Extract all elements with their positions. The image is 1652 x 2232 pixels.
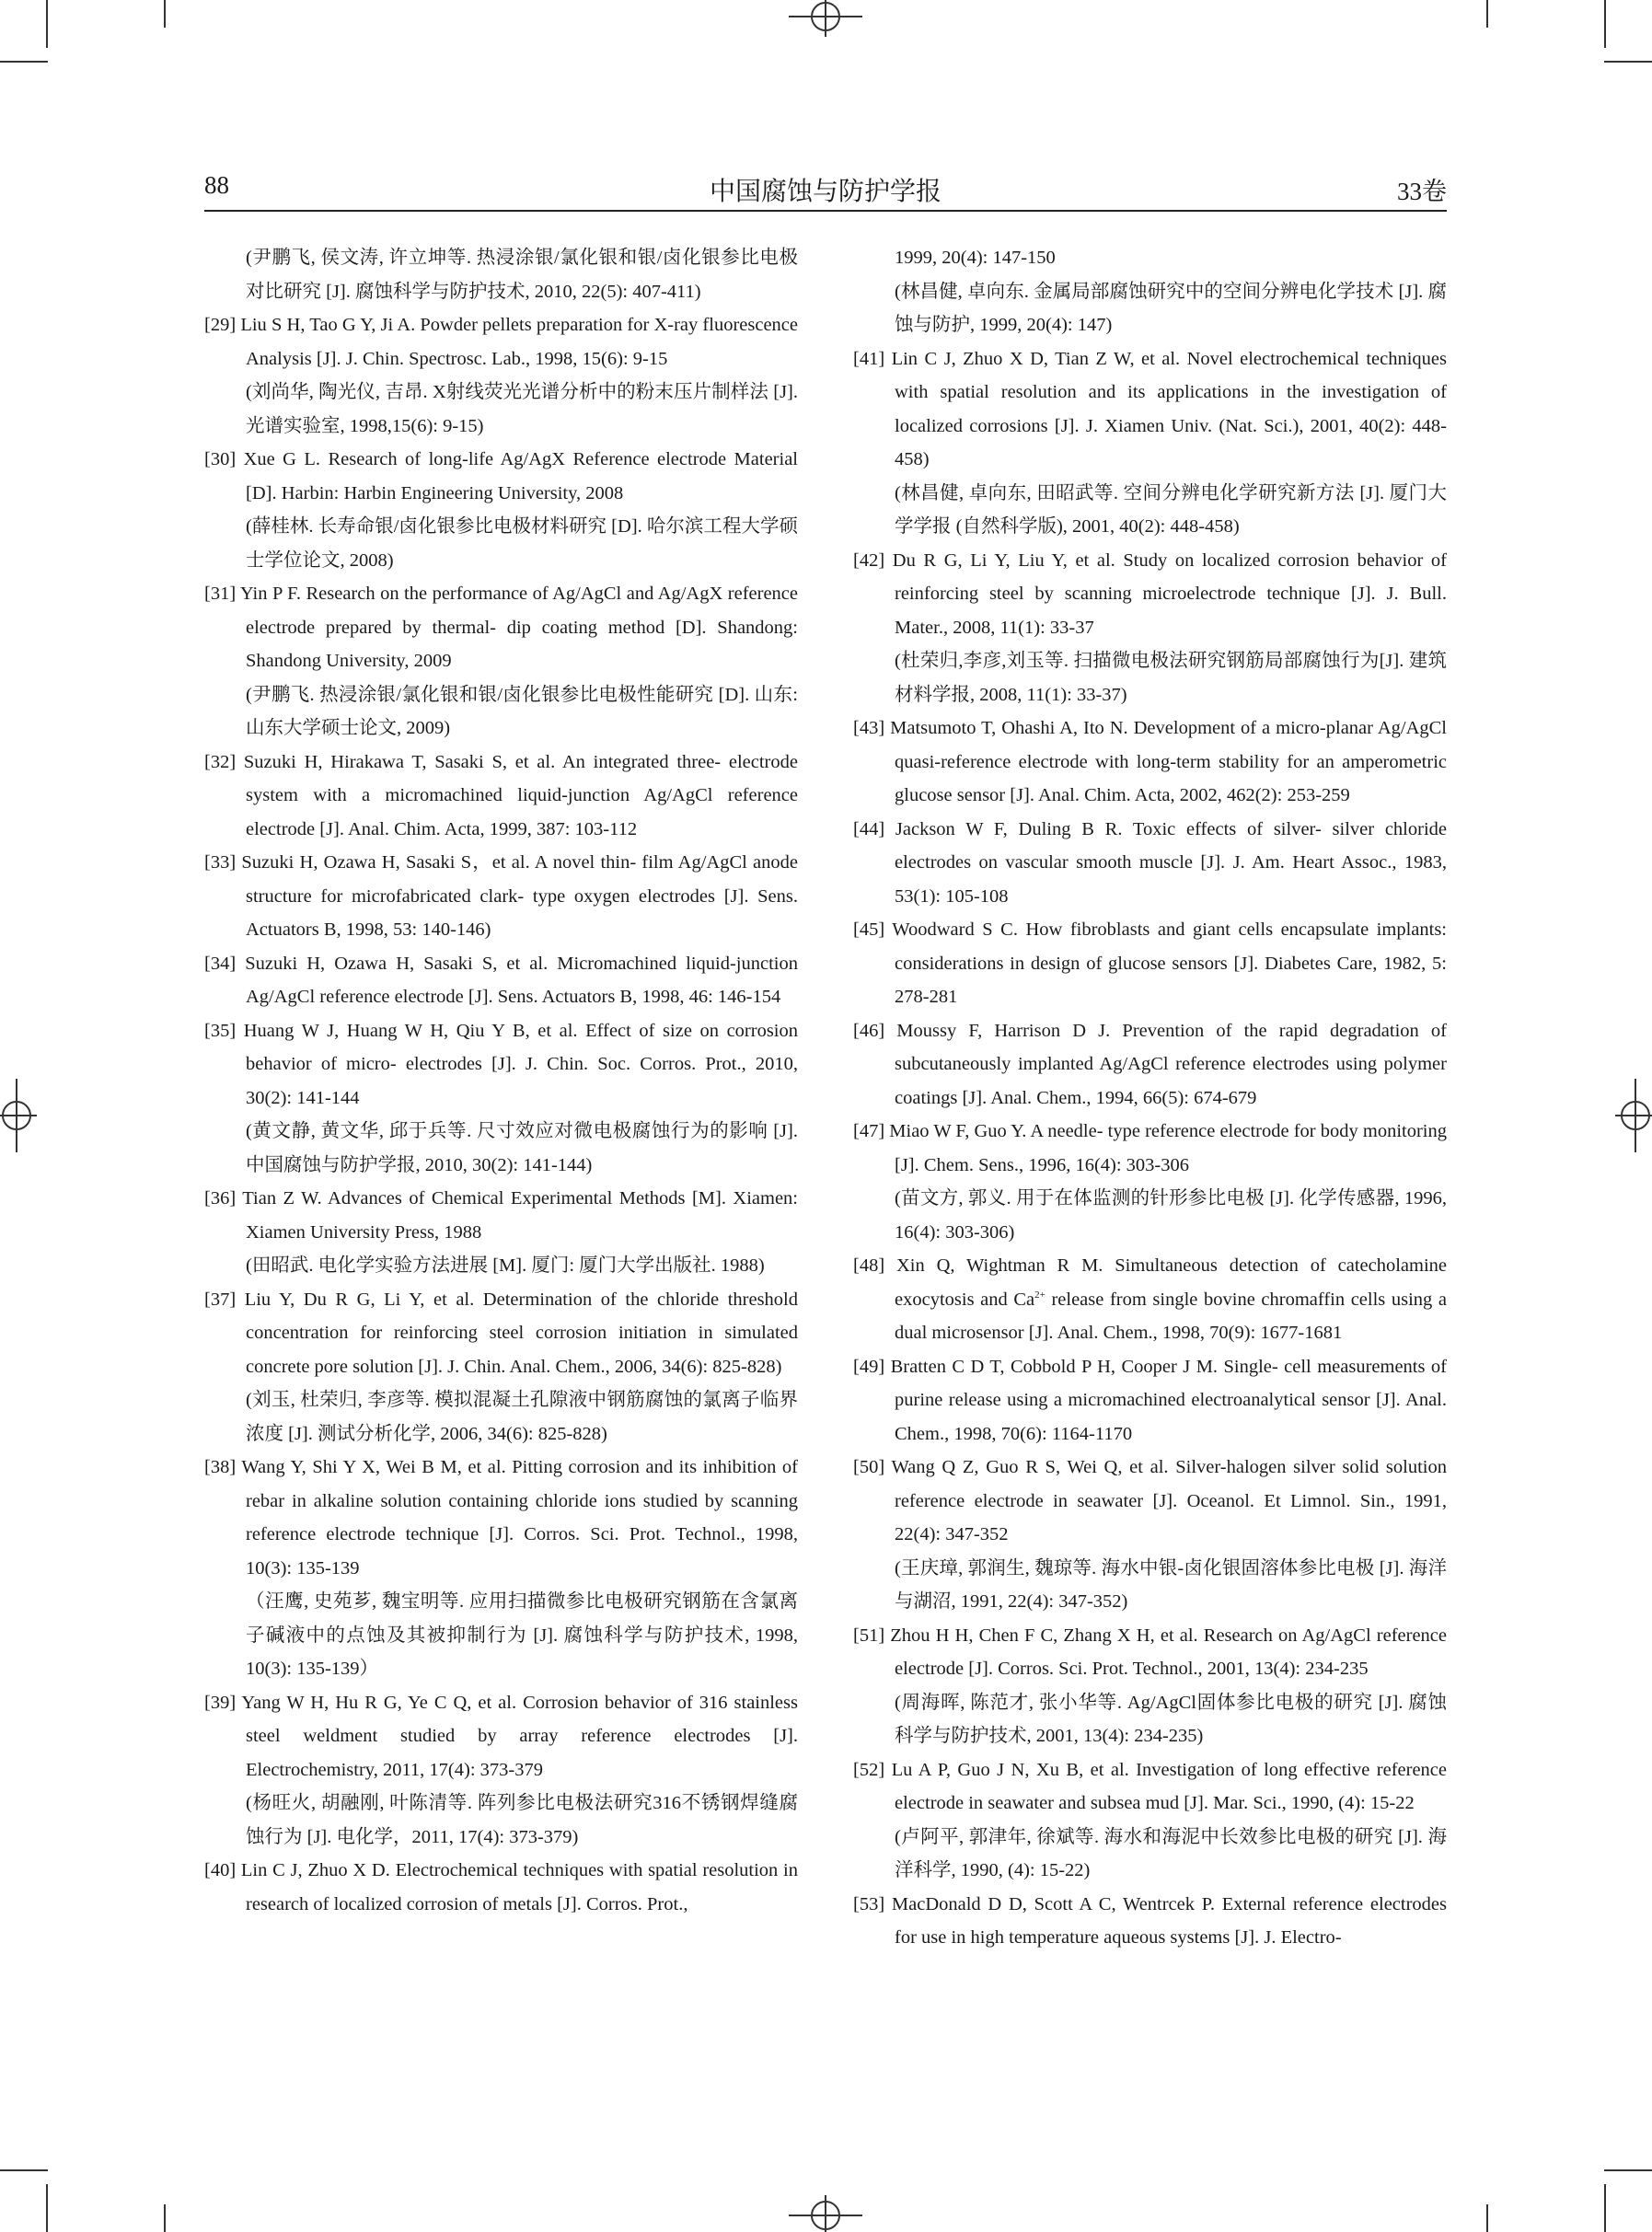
reference-text: release from single bovine chromaffin cells using a dual microsensor [J]. Anal. Chem., 1998, 70(9): 1677-1681 (895, 1289, 1448, 1343)
reference-entry: [29] Liu S H, Tao G Y, Ji A. Powder pellets preparation for X-ray fluorescence Analysis [J]. J. Chin. Spectrosc. Lab., 1998, 15(6): 9-15 (204, 315, 798, 369)
reference-entry: [35] Huang W J, Huang W H, Qiu Y B, et al. Effect of size on corrosion behavior of micro- electrodes [J]. J. Chin. Soc. Corros. Prot., 2010, 30(2): 141-144 (204, 1020, 798, 1108)
reference-entry: [41] Lin C J, Zhuo X D, Tian Z W, et al. Novel electrochemical techniques with spatial resolution and its applications in the investigation of localized corrosions [J]. J. Xiamen Univ. (Nat. Sci.), 2001, 40(2): 448-458) (853, 348, 1447, 469)
reference-chinese-translation: (黄文静, 黄文华, 邱于兵等. 尺寸效应对微电极腐蚀行为的影响 [J]. 中国腐蚀与防护学报, 2010, 30(2): 141-144) (246, 1121, 798, 1175)
reference-entry: [44] Jackson W F, Duling B R. Toxic effects of silver- silver chloride electrodes on vascular smooth muscle [J]. J. Am. Heart Assoc., 1983, 53(1): 105-108 (853, 818, 1447, 907)
reference-continuation: 1999, 20(4): 147-150 (895, 248, 1056, 268)
crop-mark (46, 2184, 48, 2232)
reference-entry: [39] Yang W H, Hu R G, Ye C Q, et al. Corrosion behavior of 316 stainless steel weldment studied by array reference electrodes [J]. Electrochemistry, 2011, 17(4): 373-379 (204, 1692, 798, 1780)
running-header (204, 171, 1447, 208)
reference-entry: [49] Bratten C D T, Cobbold P H, Cooper J M. Single- cell measurements of purine release using a micromachined electroanalytical sensor [J]. Anal. Chem., 1998, 70(6): 1164-1170 (853, 1356, 1447, 1444)
journal-title: 中国腐蚀与防护学报 (709, 178, 942, 206)
reference-entry: [42] Du R G, Li Y, Liu Y, et al. Study on localized corrosion behavior of reinforcing steel by scanning microelectrode technique [J]. J. Bull. Mater., 2008, 11(1): 33-37 (853, 549, 1447, 638)
header-rule (204, 210, 1447, 212)
reference-entry: [40] Lin C J, Zhuo X D. Electrochemical techniques with spatial resolution in research of localized corrosion of metals [J]. Corros. Prot., (204, 1860, 798, 1914)
reference-entry: [36] Tian Z W. Advances of Chemical Experimental Methods [M]. Xiamen: Xiamen University Press, 1988 (204, 1188, 798, 1243)
page-number: 88 (204, 171, 229, 199)
reference-entry: [52] Lu A P, Guo J N, Xu B, et al. Investigation of long effective reference electrode in seawater and subsea mud [J]. Mar. Sci., 1990, (4): 15-22 (853, 1759, 1447, 1813)
reference-chinese-translation: (田昭武. 电化学实验方法进展 [M]. 厦门: 厦门大学出版社. 1988) (246, 1255, 765, 1276)
crop-mark (1486, 0, 1488, 28)
crop-mark (1604, 61, 1652, 63)
reference-chinese-translation: (周海晖, 陈范才, 张小华等. Ag/AgCl固体参比电极的研究 [J]. 腐蚀科学与防护技术, 2001, 13(4): 234-235) (895, 1692, 1447, 1746)
reference-entry: [30] Xue G L. Research of long-life Ag/AgX Reference electrode Material [D]. Harbin: Harbin Engineering University, 2008 (204, 449, 798, 503)
reference-entry: [45] Woodward S C. How fibroblasts and giant cells encapsulate implants: considerations in design of glucose sensors [J]. Diabetes Care, 1982, 5: 278-281 (853, 919, 1447, 1007)
reference-chinese-translation: （汪鹰, 史苑芗, 魏宝明等. 应用扫描微参比电极研究钢筋在含氯离子碱液中的点蚀及其被抑制行为 [J]. 腐蚀科学与防护技术, 1998, 10(3): 135-139） (246, 1591, 798, 1679)
crop-mark (1604, 2169, 1652, 2171)
reference-chinese-translation: (林昌健, 卓向东, 田昭武等. 空间分辨电化学研究新方法 [J]. 厦门大学学报 (自然科学版), 2001, 40(2): 448-458) (895, 482, 1447, 537)
crop-mark (1486, 2204, 1488, 2232)
reference-chinese-translation: (杨旺火, 胡融刚, 叶陈清等. 阵列参比电极法研究316不锈钢焊缝腐蚀行为 [J]. 电化学，2011, 17(4): 373-379) (246, 1793, 798, 1847)
reference-chinese-translation: (林昌健, 卓向东. 金属局部腐蚀研究中的空间分辨电化学技术 [J]. 腐蚀与防护, 1999, 20(4): 147) (895, 281, 1447, 335)
reference-entry: [34] Suzuki H, Ozawa H, Sasaki S, et al. Micromachined liquid-junction Ag/AgCl reference electrode [J]. Sens. Actuators B, 1998, 46: 146-154 (204, 953, 798, 1007)
crop-mark (46, 0, 48, 48)
reference-chinese-translation: (尹鹏飞. 热浸涂银/氯化银和银/卤化银参比电极性能研究 [D]. 山东: 山东大学硕士论文, 2009) (246, 684, 798, 738)
reference-entry: [32] Suzuki H, Hirakawa T, Sasaki S, et al. An integrated three- electrode system with a micromachined liquid-junction Ag/AgCl reference electrode [J]. Anal. Chim. Acta, 1999, 387: 103-112 (204, 751, 798, 839)
left-column-references (204, 241, 798, 1921)
reference-entry: [46] Moussy F, Harrison D J. Prevention of the rapid degradation of subcutaneously implanted Ag/AgCl reference electrodes using polymer coatings [J]. Anal. Chem., 1994, 66(5): 674-679 (853, 1020, 1447, 1108)
reference-chinese-translation: (刘尚华, 陶光仪, 吉昂. X射线荧光光谱分析中的粉末压片制样法 [J]. 光谱实验室, 1998,15(6): 9-15) (246, 382, 798, 436)
registration-mark-icon (789, 0, 862, 37)
crop-mark (0, 2169, 48, 2171)
reference-chinese-translation: (苗文方, 郭义. 用于在体监测的针形参比电极 [J]. 化学传感器, 1996, 16(4): 303-306) (895, 1188, 1447, 1243)
reference-entry: [31] Yin P F. Research on the performance of Ag/AgCl and Ag/AgX reference electrode prepared by thermal- dip coating method [D]. Shandong: Shandong University, 2009 (204, 584, 798, 671)
reference-chinese-translation: (刘玉, 杜荣归, 李彦等. 模拟混凝土孔隙液中钢筋腐蚀的氯离子临界浓度 [J]. 测试分析化学, 2006, 34(6): 825-828) (246, 1390, 798, 1444)
registration-mark-icon (789, 2195, 862, 2232)
crop-mark (0, 61, 48, 63)
crop-mark (164, 2204, 166, 2232)
reference-entry: [53] MacDonald D D, Scott A C, Wentrcek P. External reference electrodes for use in high temperature aqueous systems [J]. J. Electro- (853, 1893, 1447, 1948)
reference-chinese-translation: (杜荣归,李彦,刘玉等. 扫描微电极法研究钢筋局部腐蚀行为[J]. 建筑材料学报, 2008, 11(1): 33-37) (895, 651, 1447, 705)
superscript: 2+ (1034, 1289, 1045, 1301)
crop-mark (1604, 2184, 1606, 2232)
reference-entry: [47] Miao W F, Guo Y. A needle- type reference electrode for body monitoring [J]. Chem. Sens., 1996, 16(4): 303-306 (853, 1121, 1447, 1175)
reference-entry: [38] Wang Y, Shi Y X, Wei B M, et al. Pitting corrosion and its inhibition of rebar in alkaline solution containing chloride ions studied by scanning reference electrode technique [J]. Corros. Sci. Prot. Technol., 1998, 10(3): 135-139 (204, 1457, 798, 1579)
right-column-references (853, 241, 1447, 1955)
reference-entry: [33] Suzuki H, Ozawa H, Sasaki S，et al. A novel thin- film Ag/AgCl anode structure for microfabricated clark- type oxygen electrodes [J]. Sens. Actuators B, 1998, 53: 140-146) (204, 852, 798, 940)
crop-mark (164, 0, 166, 28)
reference-entry: [50] Wang Q Z, Guo R S, Wei Q, et al. Silver-halogen silver solid solution reference electrode in seawater [J]. Oceanol. Et Limnol. Sin., 1991, 22(4): 347-352 (853, 1457, 1447, 1544)
crop-mark (1604, 0, 1606, 48)
reference-chinese-translation: (卢阿平, 郭津年, 徐斌等. 海水和海泥中长效参比电极的研究 [J]. 海洋科学, 1990, (4): 15-22) (895, 1826, 1447, 1880)
reference-text: [48] Xin Q, Wightman R M. Simultaneous detection of catecholamine exocytosis and Ca (853, 1255, 1447, 1310)
reference-chinese-translation: (王庆璋, 郭润生, 魏琼等. 海水中银-卤化银固溶体参比电极 [J]. 海洋与湖沼, 1991, 22(4): 347-352) (895, 1557, 1447, 1612)
reference-entry: [43] Matsumoto T, Ohashi A, Ito N. Development of a micro-planar Ag/AgCl quasi-reference electrode with long-term stability for an amperometric glucose sensor [J]. Anal. Chim. Acta, 2002, 462(2): 253-259 (853, 718, 1447, 805)
registration-mark-icon (1615, 1079, 1652, 1152)
registration-mark-icon (0, 1079, 37, 1152)
volume-label: 33卷 (1397, 178, 1447, 205)
reference-continuation: (尹鹏飞, 侯文涛, 许立坤等. 热浸涂银/氯化银和银/卤化银参比电极对比研究 [J]. 腐蚀科学与防护技术, 2010, 22(5): 407-411) (246, 248, 798, 302)
reference-entry: [51] Zhou H H, Chen F C, Zhang X H, et al. Research on Ag/AgCl reference electrode [J]. Corros. Sci. Prot. Technol., 2001, 13(4): 234-235 (853, 1625, 1447, 1679)
reference-entry (853, 1249, 1447, 1350)
reference-entry: [37] Liu Y, Du R G, Li Y, et al. Determination of the chloride threshold concentration for reinforcing steel corrosion initiation in simulated concrete pore solution [J]. J. Chin. Anal. Chem., 2006, 34(6): 825-828) (204, 1289, 798, 1377)
reference-chinese-translation: (薛桂林. 长寿命银/卤化银参比电极材料研究 [D]. 哈尔滨工程大学硕士学位论文, 2008) (246, 516, 798, 571)
